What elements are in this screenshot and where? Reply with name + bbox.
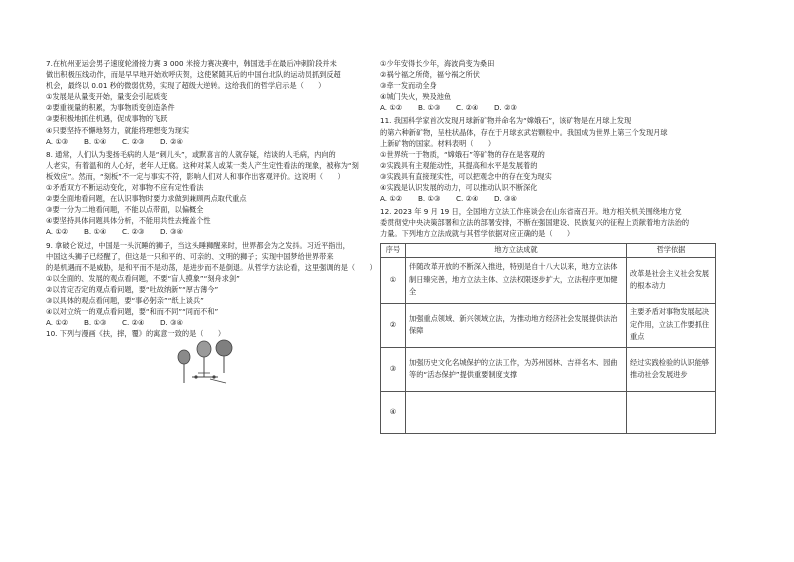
question-11 [380, 115, 752, 204]
q9-item: ③以具体的观点看问题，要“事必躬亲”“纸上谈兵” [46, 295, 204, 305]
q11-item: ②实践具有主观能动性，其提高和水平是发展着的 [380, 160, 538, 170]
q7-option-b[interactable]: B. ①④ [84, 136, 107, 146]
table-cell-achievement: 加强重点领域、新兴领域立法，为推动地方经济社会发展提供法治保障 [406, 303, 627, 347]
q8-option-c[interactable]: C. ②③ [122, 227, 145, 237]
q10-option-b[interactable]: B. ①③ [418, 103, 441, 113]
question-8 [46, 149, 374, 238]
table-row [381, 391, 716, 433]
q8-item: ④要坚持具体问题具体分析，不能用共性去掩盖个性 [46, 216, 211, 226]
fallen-branches-icon [192, 376, 226, 384]
q10-item: ③牵一发而动全身 [380, 81, 437, 91]
q7-option-d[interactable]: D. ②④ [160, 136, 183, 146]
q9-option-c[interactable]: C. ②④ [122, 318, 145, 328]
table-cell-no: ③ [381, 347, 406, 391]
q7-item: ③要积极地抓住机遇，促成事物的飞跃 [46, 114, 168, 124]
table-cell-basis: 经过实践检验的认识能够推动社会发展进步 [627, 347, 716, 391]
q11-option-a[interactable]: A. ①② [380, 194, 403, 204]
q7-item: ②要重视量的积累，为事物质变创造条件 [46, 103, 175, 113]
q11-item: ③实践具有直接现实性，可以把观念中的存在变为现实 [380, 171, 552, 181]
q12-stem-line: 力量。下列地方立法成就与其哲学依据对应正确的是（ ） [380, 229, 575, 239]
tree-right-icon [216, 340, 232, 373]
q9-options [46, 317, 374, 328]
q11-option-d[interactable]: D. ③④ [494, 194, 517, 204]
tree-middle-icon [197, 341, 211, 377]
q10-item: ①少年安得长少年，海波尚变为桑田 [380, 59, 495, 68]
q11-option-c[interactable]: C. ②④ [456, 194, 479, 204]
table-cell-no: ① [381, 257, 406, 303]
q11-item: ①世界统一于物质，“嫦娥石”等矿物的存在是客观的 [380, 149, 545, 159]
q9-option-a[interactable]: A. ①② [46, 318, 69, 328]
left-column [46, 58, 377, 399]
q8-option-a[interactable]: A. ①② [46, 227, 69, 237]
right-column [380, 58, 752, 434]
q11-stem-line: 上新矿物的国家。材料表明（ ） [380, 138, 496, 148]
q9-stem-line: 中国这头狮子已经醒了，但这是一只和平的、可亲的、文明的狮子；实现中国梦给世界带来 [46, 251, 334, 261]
q8-option-d[interactable]: D. ③④ [160, 227, 183, 237]
q10-option-c[interactable]: C. ②④ [456, 103, 479, 113]
q12-table [380, 243, 716, 434]
q11-item: ④实践是认识发展的动力，可以推动认识不断深化 [380, 183, 538, 193]
q9-option-b[interactable]: B. ①③ [84, 318, 107, 328]
cartoon-figure [174, 339, 374, 399]
q8-item: ③要一分为二地看问题，不能以点带面，以偏概全 [46, 205, 204, 215]
question-7 [46, 58, 374, 147]
q11-option-b[interactable]: B. ①③ [418, 194, 441, 204]
q11-stem-line: 11. 我国科学家首次发现月球新矿物并命名为“嫦娥石”，该矿物是在月球上发现 [380, 116, 632, 126]
q10-option-a[interactable]: A. ①② [380, 103, 403, 113]
table-header-basis: 哲学依据 [627, 243, 716, 257]
table-cell-basis: 改革是社会主义社会发展的根本动力 [627, 257, 716, 303]
q11-options [380, 193, 752, 204]
table-row [381, 303, 716, 347]
table-header-no: 序号 [381, 243, 406, 257]
q9-item: ①以全面的、发展的观点看问题，不要“盲人摸象”“刻舟求剑” [46, 273, 240, 283]
q8-item: ①矛盾双方不断运动变化，对事物不应有定性看法 [46, 183, 204, 193]
q9-stem-line: 的是机遇而不是威胁，是和平而不是动荡，是进步而不是倒退。从哲学方法论看，这里强调的是（ ） [46, 262, 377, 272]
q10-stem-line: 10. 下列与漫画《扶，摔，覆》的寓意一致的是（ ） [46, 329, 226, 339]
table-cell-basis: 主要矛盾对事物发展起决定作用，立法工作要抓住重点 [627, 303, 716, 347]
q8-stem-line: 人老实，有着温和的人心好，老年人迂腐。这种对某人或某一类人产生定性看法的现象，被称为“刻 [46, 160, 359, 170]
question-9 [46, 240, 377, 329]
q8-option-b[interactable]: B. ①④ [84, 227, 107, 237]
cartoon-trees-illustration [174, 339, 264, 397]
question-10 [46, 328, 374, 399]
q8-stem-line: 板效应”。然而，“刻板”不一定与事实不符，影响人们对人和事作出客观评价。这说明（ ） [46, 171, 345, 181]
question-10-continued [380, 58, 752, 113]
q8-stem-line: 8. 通常，人们认为斐扬毛病的人是“刺儿头”，或默喜言的人就存疑，结谈的人毛病，内向的 [46, 149, 336, 159]
q9-item: ④以对立统一的观点看问题，要“和而不同”“同而不和” [46, 307, 219, 317]
tree-left-icon [178, 350, 190, 383]
table-row [381, 347, 716, 391]
q10-options [380, 102, 752, 113]
q9-item: ②以肯定否定的观点看问题，要“吐故纳新”“厚古薄今” [46, 284, 219, 294]
q12-stem-line: 委贯彻党中央决策部署和立法的部署安排，不断在强国建设、民族复兴的征程上贡献着地方法治的 [380, 218, 690, 228]
table-header-achievement: 地方立法成就 [406, 243, 627, 257]
q11-stem-line: 的第六种新矿物，呈柱状晶体，存在于月球玄武岩颗粒中。我国成为世界上第三个发现月球 [380, 127, 668, 137]
table-cell-achievement [406, 391, 627, 433]
question-12 [380, 206, 752, 433]
table-row [381, 257, 716, 303]
table-cell-no: ④ [381, 391, 406, 433]
q7-options [46, 136, 374, 147]
q8-options [46, 226, 374, 237]
q7-stem-line: 做出积极压线动作，而是早早地开始欢呼庆贺，这使紧随其后的中国台北队的运动员抓到反超 [46, 70, 341, 80]
q7-item: ④只要坚持不懈地努力，就能将理想变为现实 [46, 125, 190, 135]
q7-option-c[interactable]: C. ②③ [122, 136, 145, 146]
q7-option-a[interactable]: A. ①③ [46, 136, 69, 146]
table-cell-basis [627, 391, 716, 433]
q10-item: ②祸兮福之所倚，福兮祸之所伏 [380, 70, 480, 80]
table-cell-no: ② [381, 303, 406, 347]
table-cell-achievement: 伴随改革开放的不断深入推进，特别是自十八大以来，地方立法体制日臻完善，地方立法主体、立法权限逐步扩大，立法程序更加健全 [406, 257, 627, 303]
q12-stem-line: 12. 2023 年 9 月 19 日，全国地方立法工作座谈会在山东省南召开。地方相关机关围绕地方党 [380, 207, 682, 217]
q7-item: ①发展是从量变开始，量变会引起质变 [46, 92, 168, 102]
table-header-row [381, 243, 716, 257]
table-cell-achievement: 加强历史文化名城保护的立法工作，为苏州园林、吉祥名木、园曲等的“活态保护”提供重要制度支撑 [406, 347, 627, 391]
q9-stem-line: 9. 拿破仑说过，中国是一头沉睡的狮子，当这头睡狮醒来时，世界都会为之发抖。习近平指出， [46, 240, 350, 250]
q9-option-d[interactable]: D. ③④ [160, 318, 183, 328]
q7-stem-line: 机会，最终以 0.01 秒的微弱优势，实现了超级大逆转。这给我们的哲学启示是（ ） [46, 81, 326, 91]
q7-stem-line: 7.在杭州亚运会男子速度轮滑接力赛 3 000 米接力赛决赛中，韩国选手在最后冲刺阶段并未 [46, 59, 337, 68]
q10-item: ④城门失火，殃及池鱼 [380, 92, 452, 102]
q10-option-d[interactable]: D. ②③ [494, 103, 517, 113]
q8-item: ②要全面地看问题，在认识事物时要力求做到兼顾两点取代重点 [46, 194, 247, 204]
